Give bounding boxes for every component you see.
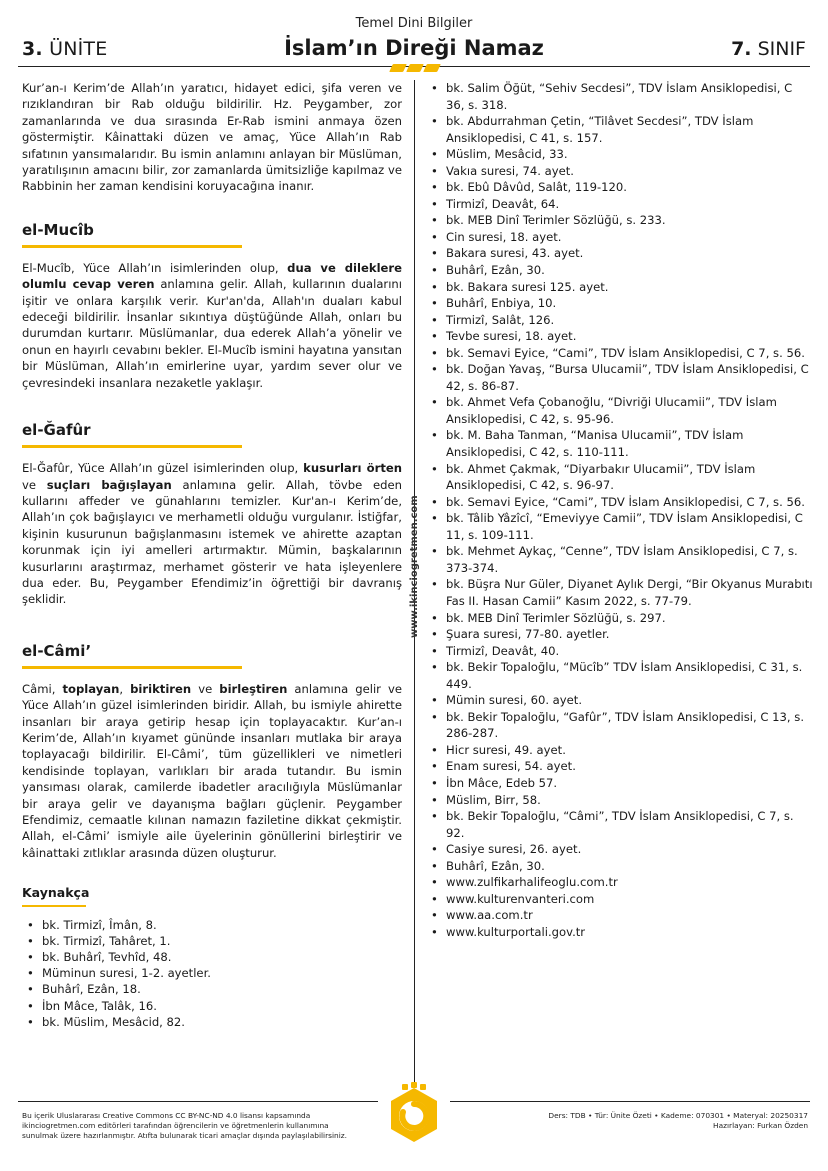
reference-item: • bk. Buhârî, Tevhîd, 48. <box>22 949 402 965</box>
reference-item: • bk. MEB Dinî Terimler Sözlüğü, s. 297. <box>426 610 814 627</box>
section-paragraph-gafur: El-Ğafûr, Yüce Allah’ın güzel isimlerinden olup, kusurları örten ve suçları bağışlayan anlamına gelir. Allah, tövbe eden kullarını affeder ve günahlarını temizler. Kur'an-ı Kerim’de, Allah’ın çok bağışlayıcı ve merhametli olduğu vurgulanır. İstiğfar, kişinin kusurunun bağışlanmasını istemek ve ahirette azaptan korunmak için iyi amelleri artırmaktır. Mümin, başkalarının kusurlarını araştırmaz, merhamet gösterir ve hata işleyenlere dua eder. Bu, Peygamber Efendimiz’in öğrettiği bir davranış şeklidir. <box>22 461 402 607</box>
reference-item: • Mümin suresi, 60. ayet. <box>426 692 814 709</box>
footer-license <box>22 1111 382 1141</box>
section-underline <box>22 245 242 248</box>
reference-item: • Müslim, Mesâcid, 33. <box>426 146 814 163</box>
reference-item: • bk. Bekir Topaloğlu, “Mücîb” TDV İslam Ansiklopedisi, C 31, s. 449. <box>426 659 814 692</box>
right-column <box>426 80 814 940</box>
subject-label: Temel Dini Bilgiler <box>355 16 473 31</box>
reference-item: • İbn Mâce, Edeb 57. <box>426 775 814 792</box>
intro-paragraph: Kur’an-ı Kerim’de Allah’ın yaratıcı, hidayet edici, şifa veren ve rızıklandıran bir Rab olduğu bildirilir. Hz. Peygamber, zor zamanlarında ve dua sırasında Er-Rab ismini anmaya özen göstermiştir. Kâinattaki düzen ve amaç, Yüce Allah’ın Rab sıfatının yansımalarıdır. Bu ismin anlamını anlayan bir Müslüman, yaratılışının amacını bilir, zor zamanlarda ümitsizliğe kapılmaz ve Rabbinin her zaman kendisini koruyacağına inanır. <box>22 81 402 194</box>
reference-item: • bk. Semavi Eyice, “Cami”, TDV İslam Ansiklopedisi, C 7, s. 56. <box>426 494 814 511</box>
reference-item: • bk. MEB Dinî Terimler Sözlüğü, s. 233. <box>426 212 814 229</box>
reference-item: • bk. Büşra Nur Güler, Diyanet Aylık Dergi, “Bir Okyanus Murabıtı Fas II. Hasan Camii” Kasım 2022, s. 77-79. <box>426 576 814 609</box>
reference-item: • bk. Doğan Yavaş, “Bursa Ulucamii”, TDV İslam Ansiklopedisi, C 42, s. 86-87. <box>426 361 814 394</box>
unit-number: 3. <box>22 38 43 60</box>
grade-label <box>731 38 806 60</box>
reference-item: • Tirmizî, Deavât, 40. <box>426 643 814 660</box>
reference-item: • www.zulfikarhalifeoglu.com.tr <box>426 874 814 891</box>
reference-item: • bk. Semavi Eyice, “Cami”, TDV İslam Ansiklopedisi, C 7, s. 56. <box>426 345 814 362</box>
license-line: Bu içerik Uluslararası Creative Commons CC BY-NC-ND 4.0 lisansı kapsamında <box>22 1111 311 1120</box>
reference-item: • Enam suresi, 54. ayet. <box>426 758 814 775</box>
reference-item: • bk. Ahmet Vefa Çobanoğlu, “Divriği Ulucamii”, TDV İslam Ansiklopedisi, C 42, s. 95-96. <box>426 394 814 427</box>
reference-item: • www.kulturenvanteri.com <box>426 891 814 908</box>
reference-item: • bk. M. Baha Tanman, “Manisa Ulucamii”, TDV İslam Ansiklopedisi, C 42, s. 110-111. <box>426 427 814 460</box>
reference-item: • Cin suresi, 18. ayet. <box>426 229 814 246</box>
left-column <box>22 80 402 1030</box>
footer-meta <box>508 1111 808 1131</box>
reference-item: • bk. Abdurrahman Çetin, “Tilâvet Secdesi”, TDV İslam Ansiklopedisi, C 41, s. 157. <box>426 113 814 146</box>
watermark-url: www.ikinciogretmen.com <box>409 495 420 638</box>
reference-item: • www.aa.com.tr <box>426 907 814 924</box>
reference-item: • bk. Mehmet Aykaç, “Cenne”, TDV İslam Ansiklopedisi, C 7, s. 373-374. <box>426 543 814 576</box>
reference-item: • Casiye suresi, 26. ayet. <box>426 841 814 858</box>
reference-item: • Tevbe suresi, 18. ayet. <box>426 328 814 345</box>
reference-item: • Tirmizî, Deavât, 64. <box>426 196 814 213</box>
page-title: İslam’ın Direği Namaz <box>284 36 544 60</box>
reference-item: • Buhârî, Ezân, 18. <box>22 981 402 997</box>
reference-item: • bk. Ebû Dâvûd, Salât, 119-120. <box>426 179 814 196</box>
section-underline <box>22 445 242 448</box>
material-meta: Ders: TDB • Tür: Ünite Özeti • Kademe: 070301 • Materyal: 20250317 <box>548 1111 808 1120</box>
reference-item: • bk. Tirmizî, Tahâret, 1. <box>22 933 402 949</box>
footer-rule-right <box>450 1101 810 1102</box>
section-title-mucib: el-Mucîb <box>22 220 94 239</box>
license-line: ikinciogretmen.com editörleri tarafından öğrencilerin ve öğretmenlerin kullanımına <box>22 1121 329 1130</box>
header-dashes-ornament <box>387 64 441 74</box>
reference-item: • bk. Bekir Topaloğlu, “Câmi”, TDV İslam Ansiklopedisi, C 7, s. 92. <box>426 808 814 841</box>
section-underline <box>22 666 242 669</box>
section-paragraph-cami: Câmi, toplayan, biriktiren ve birleştiren anlamına gelir ve Yüce Allah’ın güzel isimlerinden biridir. Allah, bu ismiyle ahirette insanları bir araya getirip hesap için toplayacaktır. Kur’an-ı Kerim’de, Allah’ın kıyamet gününde insanları mutlaka bir araya toplayacağı bildirilir. El-Câmi’, tüm güzellikleri ve nimetleri kendisinde toplayan, varlıkları bir arada tutandır. Bu ismin yansıması olarak, camilerde ibadetler aracılığıyla Müslümanlar bir araya gelir ve dayanışma bağları güçlenir. Peygamber Efendimiz, cemaatle kılınan namazın faziletine dikkat çekmiştir. Allah, el-Câmi’ ismiyle aile üyelerinin gönüllerini birleştirir ve kâinattaki zıtlıklar arasında düzen oluşturur. <box>22 681 402 860</box>
reference-item: • bk. Tâlib Yâzîcî, “Emeviyye Camii”, TDV İslam Ansiklopedisi, C 11, s. 109-111. <box>426 510 814 543</box>
reference-item: • Tirmizî, Salât, 126. <box>426 312 814 329</box>
references-list-left <box>22 917 402 1030</box>
reference-item: • Buhârî, Ezân, 30. <box>426 858 814 875</box>
reference-item: • bk. Bekir Topaloğlu, “Gafûr”, TDV İslam Ansiklopedisi, C 13, s. 286-287. <box>426 709 814 742</box>
reference-item: • Buhârî, Ezân, 30. <box>426 262 814 279</box>
reference-item: • İbn Mâce, Talâk, 16. <box>22 998 402 1014</box>
grade-text: SINIF <box>757 38 806 60</box>
reference-item: • Müminun suresi, 1-2. ayetler. <box>22 965 402 981</box>
reference-item: • Şuara suresi, 77-80. ayetler. <box>426 626 814 643</box>
reference-item: • bk. Ahmet Çakmak, “Diyarbakır Ulucamii”, TDV İslam Ansiklopedisi, C 42, s. 96-97. <box>426 461 814 494</box>
reference-item: • Buhârî, Enbiya, 10. <box>426 295 814 312</box>
reference-item: • Müslim, Birr, 58. <box>426 792 814 809</box>
section-title-gafur: el-Ğafûr <box>22 421 91 440</box>
reference-item: • bk. Salim Öğüt, “Sehiv Secdesi”, TDV İslam Ansiklopedisi, C 36, s. 318. <box>426 80 814 113</box>
license-line: sunulmak üzere hazırlanmıştır. Atıfta bulunarak ticari amaçlar dışında paylaşılabilirsiniz. <box>22 1131 348 1140</box>
unit-text: ÜNİTE <box>49 38 108 60</box>
footer-rule-left <box>18 1101 378 1102</box>
references-list-right <box>426 80 814 940</box>
section-title-cami: el-Câmi’ <box>22 641 92 660</box>
reference-item: • bk. Bakara suresi 125. ayet. <box>426 279 814 296</box>
reference-item: • bk. Tirmizî, Îmân, 8. <box>22 917 402 933</box>
reference-item: • Hicr suresi, 49. ayet. <box>426 742 814 759</box>
reference-item: • Vakıa suresi, 74. ayet. <box>426 163 814 180</box>
reference-item: • bk. Müslim, Mesâcid, 82. <box>22 1014 402 1030</box>
reference-item: • Bakara suresi, 43. ayet. <box>426 245 814 262</box>
brand-logo-icon <box>385 1082 443 1148</box>
grade-number: 7. <box>731 38 752 60</box>
references-underline <box>22 905 86 907</box>
section-paragraph-mucib: El-Mucîb, Yüce Allah’ın isimlerinden olup, dua ve dileklere olumlu cevap veren anlamına gelir. Allah, kullarının dualarını işitir ve onlara karşılık verir. Kur'an'da, Allah'ın duaları kabul edeceği bildirilir. İnsanlar sıkıntıya düştüğünde Allah, onları bu durumdan kurtarır. Müslümanlar, dua ederek Allah’a yönelir ve onun en hayırlı cevabını bekler. El-Mucîb ismini hayatına yansıtan bir Müslüman, Allah’ın emirlerine uyar, yardım sever olur ve çevresindeki insanlara nezaketle yaklaşır. <box>22 260 403 390</box>
references-title: Kaynakça <box>22 885 90 901</box>
reference-item: • www.kulturportali.gov.tr <box>426 924 814 941</box>
author-credit: Hazırlayan: Furkan Özden <box>713 1121 808 1130</box>
